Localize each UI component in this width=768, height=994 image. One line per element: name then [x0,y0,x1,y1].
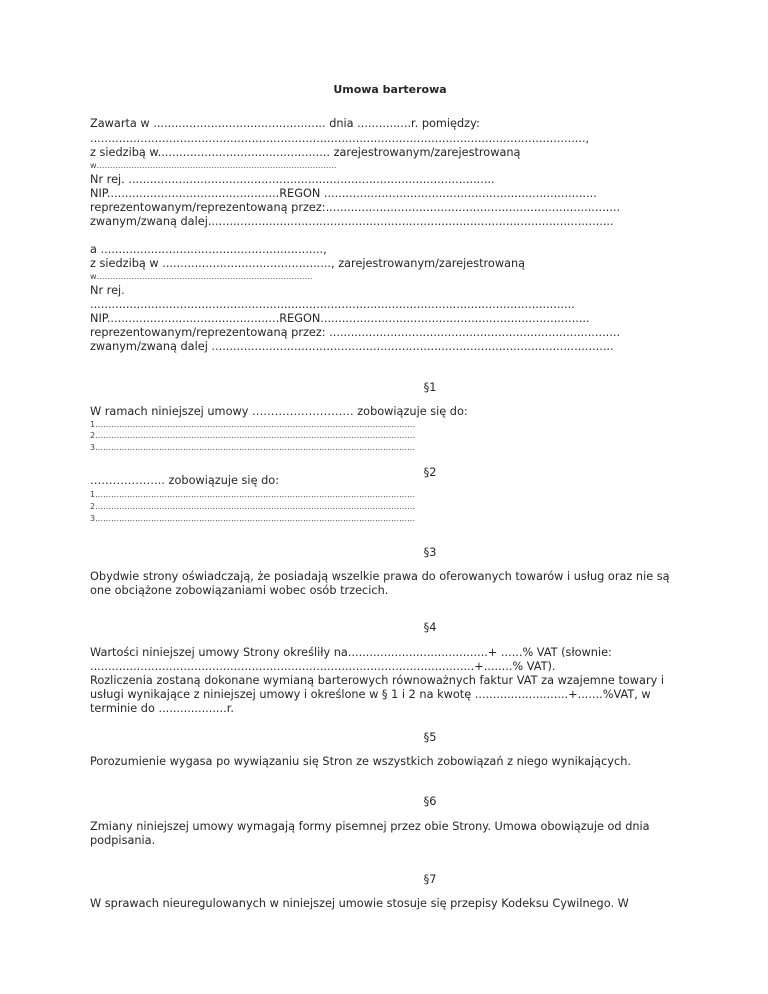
section-1-item-1: 1………………………………………………………………………………………………………… [90,420,416,429]
party1-name-line: .........................................................................................................................................., [90,132,590,145]
party1-nip-regon: NIP................................................REGON ............................................................................ [90,187,597,200]
section-4-heading: §4 [423,621,437,634]
section-6-heading: §6 [423,795,437,808]
section-1-item-2: 2………………………………………………………………………………………………………… [90,431,416,440]
party1-called-line: zwanym/zwaną dalej................................................................................................................. [90,215,614,228]
party2-reg-number: ....................................................................................................................................... [90,298,575,311]
party2-court-line: w……………………………………………………………………… [90,272,313,281]
section-2-intro: ……………….. zobowiązuje się do: [90,474,280,487]
section-6-text: Zmiany niniejszej umowy wymagają formy pisemnej przez obie Strony. Umowa obowiązuje od dnia podpisania. [90,820,650,847]
section-1-intro: W ramach niniejszej umowy ……………………… zobowiązuje się do: [90,405,468,418]
section-5-text: Porozumienie wygasa po wywiązaniu się Stron ze wszystkich zobowiązań z niego wynikających. [90,755,631,768]
section-1-item-3: 3………………………………………………………………………………………………………… [90,443,416,452]
party2-name-line: a .............................................................., [90,243,327,256]
party2-nip-regon: NIP................................................REGON........................................................................... [90,312,590,325]
party1-seat-line: z siedzibą w................................................ zarejestrowanym/zarejestrowaną [90,146,521,159]
party2-called-line: zwanym/zwaną dalej ................................................................................................................ [90,340,614,353]
section-3-heading: §3 [423,546,437,559]
party2-representative: reprezentowanym/reprezentowaną przez: ................................................................................. [90,326,621,339]
section-4-settlement-text: Rozliczenia zostaną dokonane wymianą barterowych równoważnych faktur VAT za wzajemne towary i usługi wynikające z niniejszej umowy i określone w § 1 i 2 na kwotę ..........................+.......%VAT, w terminie do ...................r. [90,674,665,715]
section-2-heading: §2 [423,466,437,479]
section-2-item-1: 1………………………………………………………………………………………………………… [90,490,416,499]
section-3-text: Obydwie strony oświadczają, że posiadają wszelkie prawa do oferowanych towarów i usług oraz nie są one obciążone zobowiązaniami wobec osób trzecich. [90,570,670,597]
party1-representative: reprezentowanym/reprezentowaną przez:.................................................................................. [90,201,621,214]
party2-reg-label: Nr rej. [90,284,125,297]
section-7-text: W sprawach nieuregulowanych w niniejszej umowie stosuje się przepisy Kodeksu Cywilnego. W [90,897,629,910]
section-1-heading: §1 [423,381,437,394]
document-title: Umowa barterowa [333,83,447,96]
section-4-value-line: Wartości niniejszej umowy Strony określiły na.......................................+ ......% VAT (słownie: [90,646,612,659]
section-5-heading: §5 [423,731,437,744]
section-4-words-line: ...........................................................................................................+........% VAT). [90,660,556,673]
party1-reg-number: Nr rej. ...................................................................................................... [90,173,495,186]
party1-contract-place-date: Zawarta w ................................................ dnia ...............r. pomiędzy: [90,117,480,130]
section-2-item-3: 3………………………………………………………………………………………………………… [90,514,416,523]
party1-court-line: w……………………………………………………………………………… [90,161,337,170]
party2-seat-line: z siedzibą w ..............................................., zarejestrowanym/zarejestrowaną [90,257,526,270]
section-2-item-2: 2………………………………………………………………………………………………………… [90,502,416,511]
section-7-heading: §7 [423,873,437,886]
